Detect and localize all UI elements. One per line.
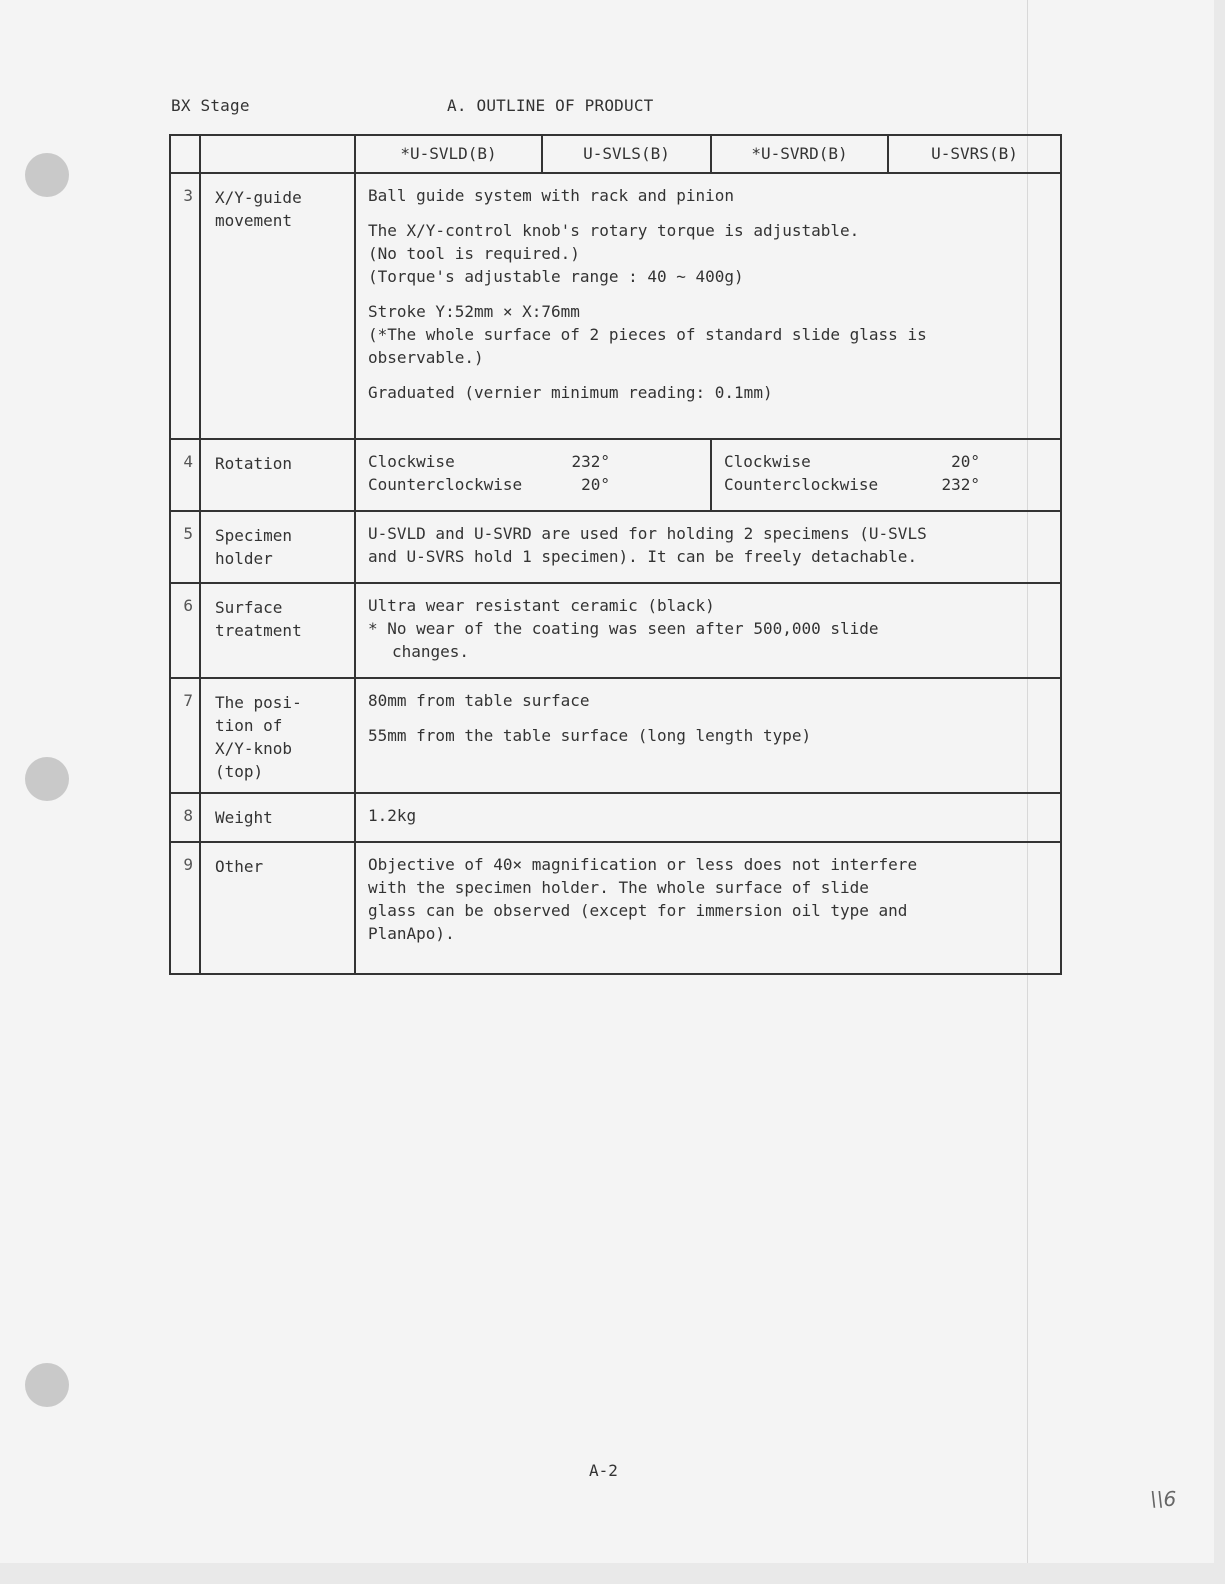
row-label: Weight xyxy=(200,793,355,842)
desc-line: Ultra wear resistant ceramic (black) xyxy=(368,596,715,615)
rotation-value: 232° xyxy=(571,452,610,471)
row-label: Rotation xyxy=(200,439,355,511)
handwritten-mark: \\6 xyxy=(1150,1487,1177,1511)
row-description xyxy=(355,583,1061,678)
row-number: 8 xyxy=(170,793,200,842)
row-label: The posi- tion of X/Y-knob (top) xyxy=(200,678,355,793)
desc-line: (No tool is required.) xyxy=(368,244,580,263)
spec-table xyxy=(169,134,1062,975)
row-description xyxy=(355,173,1061,439)
desc-line: * No wear of the coating was seen after 500,000 slide xyxy=(368,619,879,638)
desc-line: The X/Y-control knob's rotary torque is adjustable. xyxy=(368,221,860,240)
rotation-value: 20° xyxy=(581,475,610,494)
rotation-label: Counterclockwise xyxy=(724,475,879,494)
desc-line: U-SVLD and U-SVRD are used for holding 2 specimens (U-SVLS xyxy=(368,524,927,543)
rotation-value: 232° xyxy=(941,475,980,494)
row-number: 4 xyxy=(170,439,200,511)
row-label: X/Y-guide movement xyxy=(200,173,355,439)
page-number: A-2 xyxy=(589,1461,618,1480)
desc-line: Objective of 40× magnification or less does not interfere xyxy=(368,855,918,874)
header-cell-empty xyxy=(170,135,200,173)
desc-line: observable.) xyxy=(368,348,484,367)
table-row xyxy=(170,511,1061,583)
desc-line: changes. xyxy=(392,642,470,661)
desc-line: and U-SVRS hold 1 specimen). It can be freely detachable. xyxy=(368,547,918,566)
column-header: *U-SVRD(B) xyxy=(711,135,888,173)
punch-hole xyxy=(25,153,69,197)
row-number: 5 xyxy=(170,511,200,583)
table-row xyxy=(170,583,1061,678)
table-row xyxy=(170,678,1061,793)
table-header-row xyxy=(170,135,1061,173)
table-row xyxy=(170,842,1061,974)
punch-hole xyxy=(25,757,69,801)
desc-line: 1.2kg xyxy=(368,806,417,825)
rotation-label: Clockwise xyxy=(368,452,455,471)
desc-line: PlanApo). xyxy=(368,924,455,943)
column-header: U-SVLS(B) xyxy=(542,135,711,173)
row-description xyxy=(355,793,1061,842)
row-number: 9 xyxy=(170,842,200,974)
desc-line: (Torque's adjustable range : 40 ~ 400g) xyxy=(368,267,744,286)
row-label: Surface treatment xyxy=(200,583,355,678)
column-header: U-SVRS(B) xyxy=(888,135,1061,173)
row-description xyxy=(355,678,1061,793)
desc-line: 55mm from the table surface (long length type) xyxy=(368,726,812,745)
desc-line: glass can be observed (except for immersion oil type and xyxy=(368,901,908,920)
row-description xyxy=(355,511,1061,583)
desc-line: 80mm from table surface xyxy=(368,691,590,710)
desc-line: Stroke Y:52mm × X:76mm xyxy=(368,302,580,321)
desc-line: (*The whole surface of 2 pieces of standard slide glass is xyxy=(368,325,927,344)
rotation-left xyxy=(355,439,711,511)
punch-hole xyxy=(25,1363,69,1407)
rotation-label: Counterclockwise xyxy=(368,475,523,494)
column-header: *U-SVLD(B) xyxy=(355,135,542,173)
table-row xyxy=(170,439,1061,511)
rotation-label: Clockwise xyxy=(724,452,811,471)
row-number: 7 xyxy=(170,678,200,793)
desc-line: with the specimen holder. The whole surface of slide xyxy=(368,878,869,897)
header-title: A. OUTLINE OF PRODUCT xyxy=(447,96,654,115)
row-label: Specimen holder xyxy=(200,511,355,583)
row-number: 3 xyxy=(170,173,200,439)
rotation-value: 20° xyxy=(951,452,980,471)
row-label: Other xyxy=(200,842,355,974)
row-description xyxy=(355,842,1061,974)
table-row xyxy=(170,793,1061,842)
header-left: BX Stage xyxy=(171,96,250,115)
table-row xyxy=(170,173,1061,439)
row-number: 6 xyxy=(170,583,200,678)
header-cell-empty xyxy=(200,135,355,173)
desc-line: Graduated (vernier minimum reading: 0.1mm) xyxy=(368,383,773,402)
desc-line: Ball guide system with rack and pinion xyxy=(368,186,735,205)
rotation-right xyxy=(711,439,1061,511)
